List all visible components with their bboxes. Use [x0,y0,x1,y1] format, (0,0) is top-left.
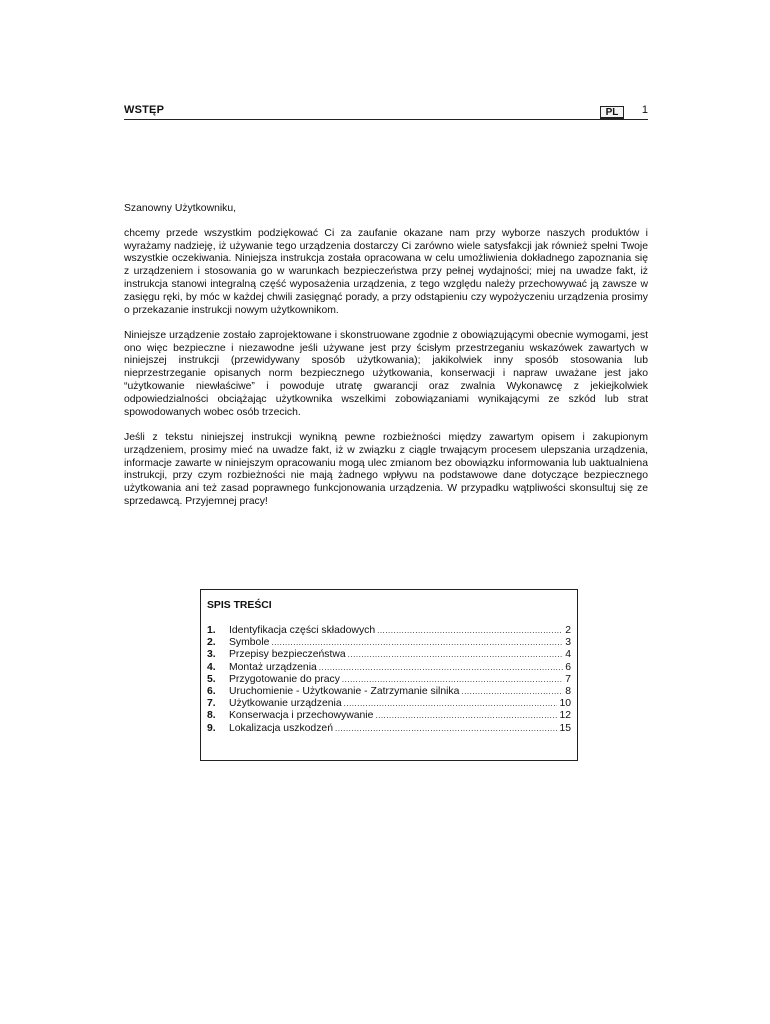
language-badge: PL [600,106,624,119]
page-number: 1 [641,104,648,116]
toc-item-label: Użytkowanie urządzenia [229,698,342,710]
toc-item-label: Konserwacja i przechowywanie [229,710,374,722]
toc-item-label: Przepisy bezpieczeństwa [229,649,346,661]
toc-leader-dots [348,649,564,661]
toc-item-number: 1. [207,625,216,636]
toc-item[interactable] [207,637,571,649]
toc-item-label: Symbole [229,637,270,649]
toc-item-number: 2. [207,637,216,649]
toc-item-number: 4. [207,661,216,673]
toc-item[interactable] [207,723,571,735]
toc-item-label: Uruchomienie - Użytkowanie - Zatrzymanie silnika [229,686,460,698]
table-of-contents [200,589,578,761]
toc-item-number: 8. [207,710,216,722]
toc-leader-dots [319,662,563,674]
toc-item-page: 12 [559,710,571,722]
toc-leader-dots [335,723,557,735]
greeting: Szanowny Użytkowniku, [124,203,237,214]
toc-item-label: Montaż urządzenia [229,661,317,673]
toc-item-page: 10 [559,698,571,710]
toc-item[interactable] [207,662,571,674]
paragraph-safety: Niniejsze urządzenie zostało zaprojektowane i skonstruowane zgodnie z obowiązującymi obecnie wymogami, jest ono więc bezpieczne i niezawodne jeśli używane jest przy ścisłym przestrzeganiu wskazówek zawartych w niniejszej instrukcji (przewidywany sposób użytkowania); jakikolwiek inny sposób stosowania lub nieprzestrzeganie opisanych norm bezpiecznego użytkowania, konserwacji i napraw uważane jest jako “użytkowanie niewłaściwe” i powoduje utratę gwarancji oraz zwalnia Wykonawcę z jekiejkolwiek odpowiedzialności obciążając użytkownika wszelkimi zobowiązaniami wynikającymi ze szkód lub strat spowodowanych wobec osób trzecich. [124,329,648,418]
toc-leader-dots [461,686,563,698]
toc-item-number: 7. [207,698,216,710]
intro-text [124,203,648,521]
toc-leader-dots [344,698,558,710]
toc-leader-dots [377,625,563,637]
toc-leader-dots [271,637,563,649]
toc-item[interactable] [207,710,571,722]
toc-leader-dots [375,710,557,722]
toc-item-page: 15 [559,722,571,734]
toc-item-number: 5. [207,673,216,685]
toc-item-label: Identyfikacja części składowych [229,625,376,636]
toc-item[interactable] [207,625,571,637]
toc-item-label: Lokalizacja uszkodzeń [229,722,333,734]
toc-item[interactable] [207,686,571,698]
paragraph-thanks: chcemy przede wszystkim podziękować Ci za zaufanie okazane nam przy wyborze naszych produktów i wyrażamy nadzieję, iż używanie tego urządzenia dostarczy Ci zarówno wiele satysfakcji jak również spełni Twoje wszystkie oczekiwania. Niniejsza instrukcja została opracowana w celu umożliwienia dokładnego zapoznania się z urządzeniem i stosowania go w warunkach bezpieczeństwa przy pełnej wydajności; miej na uwadze fakt, iż instrukcja stanowi integralną część wyposażenia urządzenia, z tego względu należy przechowywać ją zawsze w zasięgu ręki, by móc w każdej chwili zasięgnąć porady, a przy odstąpieniu czy wypożyczeniu urządzenia prosimy o przekazanie instrukcji nowym użytkownikom. [124,227,648,316]
toc-item-number: 3. [207,649,216,661]
toc-item-page: 7 [565,673,571,685]
section-title: WSTĘP [124,104,165,116]
toc-item-number: 9. [207,722,216,734]
toc-item[interactable] [207,698,571,710]
toc-item[interactable] [207,649,571,661]
toc-item-page: 8 [565,686,571,698]
toc-item[interactable] [207,674,571,686]
toc-title: SPIS TREŚCI [207,600,272,611]
paragraph-changes: Jeśli z tekstu niniejszej instrukcji wynikną pewne rozbieżności między zawartym opisem i zakupionym urządzeniem, prosimy mieć na uwadze fakt, iż w związku z ciągle trwającym procesem ulepszania urządzenia, informacje zawarte w niniejszym opracowaniu mogą ulec zmianom bez obowiązku informowania lub uaktualniena instrukcji, przy czym rozbieżności nie mają żadnego wpływu na podstawowe dane dotyczące bezpiecznego użytkowania ani też zasad poprawnego funkcjonowania urządzenia. W przypadku wątpliwości skonsultuj się ze sprzedawcą. Przyjemnej pracy! [124,431,648,507]
toc-item-page: 2 [565,625,571,636]
toc-item-page: 6 [565,661,571,673]
toc-item-page: 3 [565,637,571,649]
toc-item-label: Przygotowanie do pracy [229,673,340,685]
toc-list [207,625,571,735]
toc-leader-dots [342,674,563,686]
page-header [124,105,648,120]
toc-item-page: 4 [565,649,571,661]
toc-item-number: 6. [207,686,216,698]
